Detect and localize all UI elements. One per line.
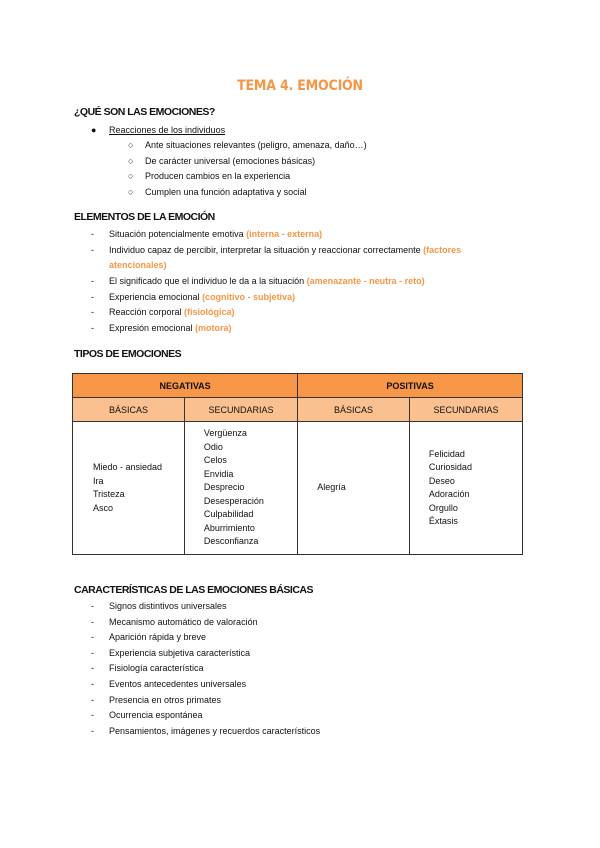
section-heading-caracteristicas: CARACTERÍSTICAS DE LAS EMOCIONES BÁSICAS [74, 584, 314, 596]
list-item [109, 306, 235, 318]
section-heading-elementos: ELEMENTOS DE LA EMOCIÓN [74, 211, 215, 223]
subheader-basicas-neg: BÁSICAS [73, 398, 185, 422]
emotions-table [72, 373, 523, 555]
emotion-item: Culpabilidad [203, 509, 254, 520]
sub-item: Cumplen una función adaptativa y social [145, 187, 307, 197]
dash-bullet-icon: - [91, 229, 94, 239]
emotion-item: Aburrimiento [203, 522, 255, 533]
list-item [109, 322, 232, 334]
subheader-secundarias-pos: SECUNDARIAS [409, 398, 522, 422]
dash-bullet-icon: - [91, 679, 94, 689]
emotion-item: Alegría [317, 482, 346, 493]
emotion-item: Desesperación [203, 495, 264, 506]
emotion-item: Éxtasis [428, 516, 458, 526]
dash-bullet-icon: - [91, 307, 94, 317]
dash-bullet-icon: - [91, 617, 94, 627]
item-accent: (fisiológica) [184, 307, 235, 317]
item-accent-continued: atencionales) [109, 260, 167, 270]
emotion-item: Curiosidad [428, 462, 472, 472]
dash-bullet-icon: - [91, 726, 94, 736]
subheader-basicas-pos: BÁSICAS [298, 398, 410, 422]
dash-bullet-icon: - [91, 601, 94, 611]
subheader-secundarias-neg: SECUNDARIAS [184, 398, 297, 422]
emotion-item: Vergüenza [203, 428, 247, 439]
item-accent: (amenazante - neutra - reto) [306, 276, 425, 286]
header-negativas: NEGATIVAS [73, 374, 298, 398]
circle-bullet-icon: ○ [128, 156, 134, 166]
list-item [109, 228, 322, 240]
list-item [109, 275, 425, 287]
sub-item: Producen cambios en la experiencia [145, 171, 291, 181]
item-accent: (factores [423, 245, 462, 255]
bullet-dot-icon: ● [91, 125, 97, 135]
emotion-item: Tristeza [93, 489, 125, 499]
emotion-item: Ira [93, 475, 104, 486]
dash-bullet-icon: - [91, 245, 94, 255]
item-text: Situación potencialmente emotiva [109, 229, 247, 239]
page-title: TEMA 4. EMOCIÓN [237, 78, 363, 94]
dash-bullet-icon: - [91, 276, 94, 286]
sub-item: Ante situaciones relevantes (peligro, amenaza, daño…) [145, 140, 367, 150]
list-item: Signos distintivos universales [109, 601, 227, 611]
dash-bullet-icon: - [91, 663, 94, 673]
circle-bullet-icon: ○ [128, 171, 134, 181]
list-item: Aparición rápida y breve [109, 632, 207, 642]
dash-bullet-icon: - [91, 648, 94, 658]
circle-bullet-icon: ○ [128, 140, 134, 150]
emotion-item: Desconfianza [203, 536, 259, 547]
list-item: Pensamientos, imágenes y recuerdos característicos [109, 726, 321, 736]
item-text: Expresión emocional [109, 323, 196, 333]
list-item: Fisiología característica [109, 663, 204, 673]
emotion-item: Celos [203, 455, 227, 466]
list-item [109, 244, 461, 256]
item-accent: (cognitivo - subjetiva) [202, 292, 296, 302]
cell-neg-basicas [73, 422, 185, 555]
emotion-item: Desprecio [203, 482, 245, 493]
item-text: Individuo capaz de percibir, interpretar la situación y reaccionar correctamente [109, 245, 424, 255]
emotion-item: Orgullo [428, 502, 458, 513]
list-item: Presencia en otros primates [109, 695, 222, 705]
dash-bullet-icon: - [91, 292, 94, 302]
dash-bullet-icon: - [91, 710, 94, 720]
cell-pos-secundarias [409, 422, 522, 555]
list-item: Experiencia subjetiva característica [109, 648, 251, 658]
list-item: Ocurrencia espontánea [109, 710, 203, 720]
item-accent: (interna - externa) [246, 229, 323, 239]
emotion-item: Odio [203, 441, 223, 452]
list-item: Eventos antecedentes universales [109, 679, 247, 689]
dash-bullet-icon: - [91, 632, 94, 642]
section-heading-que-son: ¿QUÉ SON LAS EMOCIONES? [74, 106, 215, 118]
item-text: El significado que el individuo le da a la situación [109, 276, 307, 286]
header-positivas: POSITIVAS [298, 374, 523, 398]
emotion-item: Felicidad [428, 448, 465, 459]
circle-bullet-icon: ○ [128, 187, 134, 197]
item-text: Reacción corporal [109, 307, 185, 317]
main-bullet-text: Reacciones de los individuos [109, 125, 226, 135]
sub-item: De carácter universal (emociones básicas) [145, 156, 316, 166]
emotion-item: Adoración [428, 489, 470, 499]
emotion-item: Asco [93, 502, 114, 513]
list-item: Mecanismo automático de valoración [109, 617, 258, 627]
emotion-item: Miedo - ansiedad [93, 462, 163, 472]
section-heading-tipos: TIPOS DE EMOCIONES [74, 348, 182, 360]
list-item [109, 291, 295, 303]
item-accent: (motora) [195, 323, 232, 333]
cell-pos-basicas [298, 422, 410, 555]
dash-bullet-icon: - [91, 695, 94, 705]
dash-bullet-icon: - [91, 323, 94, 333]
cell-neg-secundarias [184, 422, 297, 555]
item-text: Experiencia emocional [109, 292, 203, 302]
emotion-item: Deseo [428, 475, 455, 486]
emotion-item: Envidia [203, 468, 234, 479]
